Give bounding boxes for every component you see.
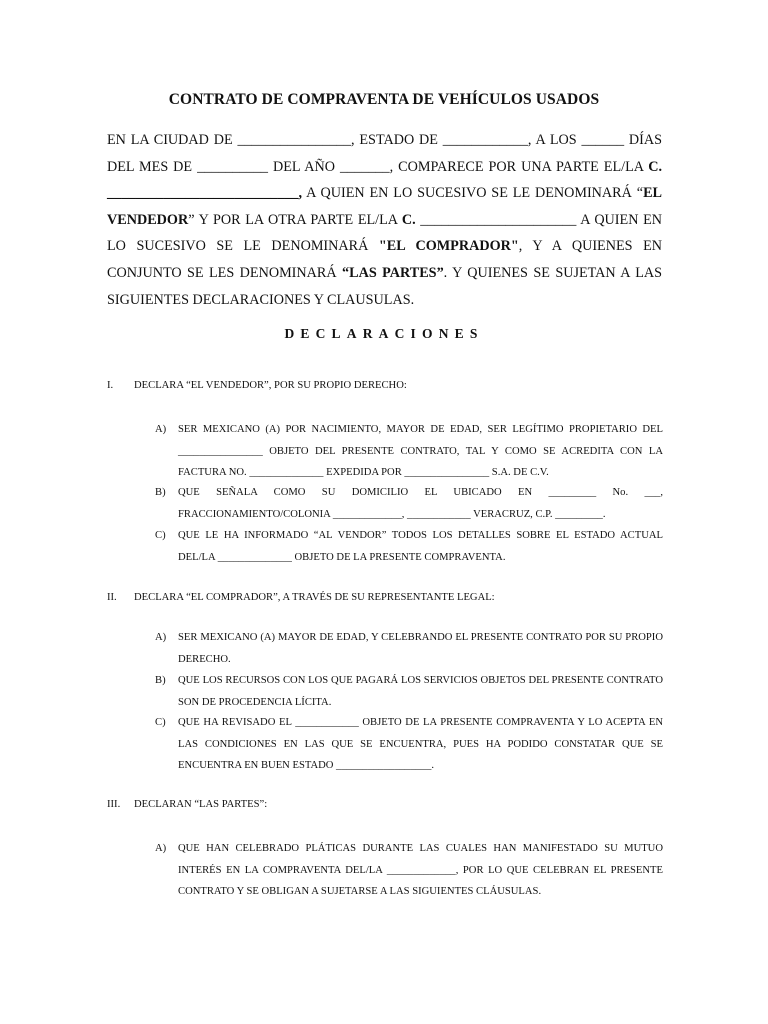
- list-item: [155, 525, 663, 568]
- intro-text-6: . Y QUIENES SE SUJETAN A LAS SIGUIENTES DECLARACIONES Y CLAUSULAS.: [107, 264, 662, 308]
- section-number: I.: [107, 380, 114, 391]
- list-item: [155, 627, 663, 670]
- intro-c2: C.: [401, 211, 416, 228]
- declaraciones-heading: DECLARACIONES: [284, 326, 484, 341]
- item-text: QUE HAN CELEBRADO PLÁTICAS DURANTE LAS CUALES HAN MANIFESTADO SU MUTUO INTERÉS EN LA COMPRAVENTA DEL/LA _____________, POR LO QUE CELEBRAN EL PRESENTE CONTRATO Y SE OBLIGAN A SUJETARSE A LAS SIGUIENTES CLÁUSULAS.: [178, 843, 663, 897]
- item-label: A): [155, 424, 167, 435]
- item-label: B): [155, 675, 166, 686]
- item-text: QUE HA REVISADO EL ____________ OBJETO DE LA PRESENTE COMPRAVENTA Y LO ACEPTA EN LAS CONDICIONES EN LAS QUE SE ENCUENTRA, PUES HA PODIDO CONSTATAR QUE SE ENCUENTRA EN BUEN ESTADO __________________.: [178, 717, 663, 771]
- item-text: SER MEXICANO (A) MAYOR DE EDAD, Y CELEBRANDO EL PRESENTE CONTRATO POR SU PROPIO DERECHO.: [178, 632, 663, 665]
- intro-text-1: EN LA CIUDAD DE ________________, ESTADO DE ____________, A LOS ______ DÍAS DEL MES DE __________ DEL AÑO _______, COMPARECE POR UNA PARTE EL/LA: [107, 132, 662, 175]
- intro-comprador: "EL COMPRADOR": [378, 238, 519, 255]
- item-label: B): [155, 487, 166, 498]
- section-number: II.: [107, 592, 117, 603]
- section-number: III.: [107, 799, 121, 810]
- intro-text-4: ______________________ A QUIEN EN LO SUCESIVO SE LE DENOMINARÁ: [107, 211, 662, 255]
- list-item: [155, 482, 663, 525]
- section-text: DECLARA “EL VENDEDOR”, POR SU PROPIO DERECHO:: [134, 380, 407, 391]
- intro-partes: “LAS PARTES”: [342, 264, 444, 281]
- item-text: QUE SEÑALA COMO SU DOMICILIO EL UBICADO EN _________ No. ___, FRACCIONAMIENTO/COLONIA _____________, ____________ VERACRUZ, C.P. _________.: [178, 487, 663, 520]
- intro-c1: C. ___________________________,: [107, 158, 662, 202]
- intro-text-5: , Y A QUIENES EN CONJUNTO SE LES DENOMINARÁ: [107, 238, 662, 281]
- intro-paragraph: [107, 127, 662, 313]
- section-text: DECLARA “EL COMPRADOR”, A TRAVÉS DE SU REPRESENTANTE LEGAL:: [134, 592, 495, 603]
- list-item: [155, 419, 663, 484]
- intro-vendedor: EL VENDEDOR: [107, 185, 662, 228]
- item-text: SER MEXICANO (A) POR NACIMIENTO, MAYOR DE EDAD, SER LEGÍTIMO PROPIETARIO DEL ________________ OBJETO DEL PRESENTE CONTRATO, TAL Y COMO SE ACREDITA CON LA FACTURA NO. ______________ EXPEDIDA POR ________________ S.A. DE C.V.: [178, 424, 663, 478]
- intro-text-3: ” Y POR LA OTRA PARTE EL/LA: [188, 211, 402, 228]
- intro-text-2: A QUIEN EN LO SUCESIVO SE LE DENOMINARÁ “: [302, 185, 644, 202]
- item-label: C): [155, 717, 166, 728]
- item-label: A): [155, 632, 167, 643]
- item-label: C): [155, 530, 166, 541]
- list-item: [155, 712, 663, 777]
- list-item: [155, 670, 663, 713]
- document-title: CONTRATO DE COMPRAVENTA DE VEHÍCULOS USADOS: [168, 91, 600, 108]
- item-label: A): [155, 843, 167, 854]
- section-text: DECLARAN “LAS PARTES”:: [134, 799, 268, 810]
- item-text: QUE LE HA INFORMADO “AL VENDOR” TODOS LOS DETALLES SOBRE EL ESTADO ACTUAL DEL/LA ______________ OBJETO DE LA PRESENTE COMPRAVENTA.: [178, 530, 663, 563]
- item-text: QUE LOS RECURSOS CON LOS QUE PAGARÁ LOS SERVICIOS OBJETOS DEL PRESENTE CONTRATO SON DE PROCEDENCIA LÍCITA.: [178, 675, 663, 708]
- list-item: [155, 838, 663, 903]
